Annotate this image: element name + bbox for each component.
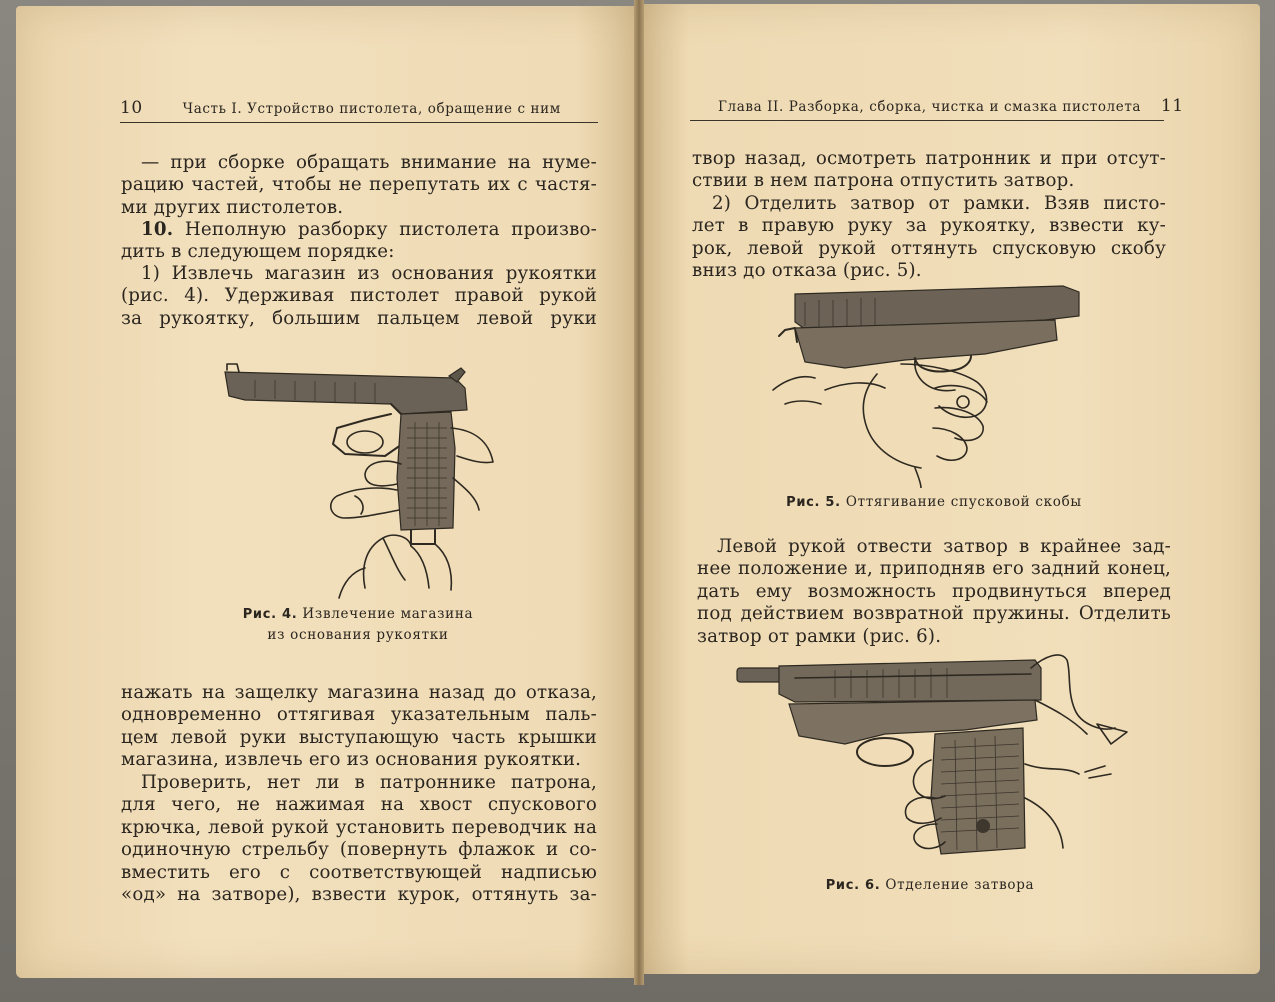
text-line: дить в следующем порядке: (121, 241, 395, 263)
left-paragraph-2 (121, 219, 597, 264)
text-line: Проверить, нет ли в патроннике патрона, (141, 772, 597, 793)
text-line: одновременно оттягивая указательным паль- (121, 704, 597, 726)
figure-4-caption (238, 604, 478, 645)
figure-6-caption-text: Отделение затвора (885, 877, 1035, 893)
figure-6-label: Рис. 6. (825, 878, 881, 893)
right-running-header (718, 96, 1184, 116)
text-line: дать ему возможность продвинуться вперед (697, 580, 1171, 602)
section-number: 10. (141, 219, 174, 240)
right-paragraph-3 (697, 536, 1171, 648)
text-line: Левой рукой отвести затвор в крайнее зад- (717, 536, 1171, 557)
book-gutter (634, 0, 644, 985)
text-line: лет в правую руку за рукоятку, взвести ку- (692, 215, 1166, 237)
figure-5-caption (774, 492, 1094, 513)
text-line: нее положение и, приподняв его задний конец, (697, 558, 1171, 580)
left-paragraph-4 (121, 682, 597, 772)
figure-5-illustration (765, 278, 1085, 488)
right-running-head: Глава II. Разборка, сборка, чистка и смазка пистолета (718, 99, 1142, 115)
text-line: рацию частей, чтобы не перепутать их с частя- (121, 174, 597, 196)
text-line: одиночную стрельбу (повернуть флажок и со- (121, 839, 597, 861)
text-line: «од» на затворе), взвести курок, оттянуть за- (121, 884, 597, 906)
left-paragraph-5 (121, 772, 597, 906)
text-line: ми других пистолетов. (121, 196, 344, 218)
left-running-header (120, 98, 561, 118)
text-line: ствии в нем патрона отпустить затвор. (692, 170, 1075, 192)
figure-5-caption-text: Оттягивание спусковой скобы (845, 494, 1082, 510)
text-line: цем левой руки выступающую часть крышки (121, 726, 597, 748)
text-line: — при сборке обращать внимание на нуме- (141, 152, 597, 173)
right-header-rule (690, 120, 1164, 121)
text-line: (рис. 4). Удерживая пистолет правой рукой (121, 285, 597, 307)
left-running-head: Часть I. Устройство пистолета, обращение с ним (182, 101, 561, 117)
text-line: вместить его с соответствующей надписью (121, 861, 597, 883)
left-header-rule (120, 122, 598, 123)
right-paragraph-1 (692, 148, 1166, 193)
text-line: рок, левой рукой оттянуть спусковую скобу (692, 237, 1166, 259)
text-line: твор назад, осмотреть патронник и при отсут- (692, 148, 1166, 169)
text-line: за рукоятку, большим пальцем левой руки (121, 307, 597, 329)
figure-6-illustration (735, 648, 1135, 870)
left-paragraph-1 (121, 152, 597, 219)
text-span: Неполную разборку пистолета произво- (173, 219, 597, 240)
text-line: под действием возвратной пружины. Отделить (697, 603, 1171, 625)
text-line: 1) Извлечь магазин из основания рукоятки (141, 263, 597, 284)
right-page-number: 11 (1160, 96, 1184, 116)
text-line: магазина, извлечь его из основания рукоятки. (121, 749, 582, 771)
figure-4-illustration (215, 358, 505, 603)
figure-4-caption-line-2: из основания рукоятки (267, 627, 449, 643)
text-line: вниз до отказа (рис. 5). (692, 260, 922, 282)
text-line: 2) Отделить затвор от рамки. Взяв писто- (712, 193, 1166, 214)
text-line: для чего, не нажимая на хвост спускового (121, 794, 597, 816)
figure-6-caption (810, 875, 1050, 896)
figure-4-label: Рис. 4. (242, 607, 298, 622)
left-paragraph-3 (121, 263, 597, 330)
text-line: нажать на защелку магазина назад до отказа, (121, 682, 597, 703)
figure-4-caption-line-1: Извлечение магазина (302, 606, 474, 622)
text-line: затвор от рамки (рис. 6). (697, 625, 942, 647)
text-line: крючка, левой рукой установить переводчик на (121, 816, 597, 838)
left-page-number: 10 (120, 98, 143, 118)
figure-5-label: Рис. 5. (786, 495, 841, 510)
right-paragraph-2 (692, 193, 1166, 283)
